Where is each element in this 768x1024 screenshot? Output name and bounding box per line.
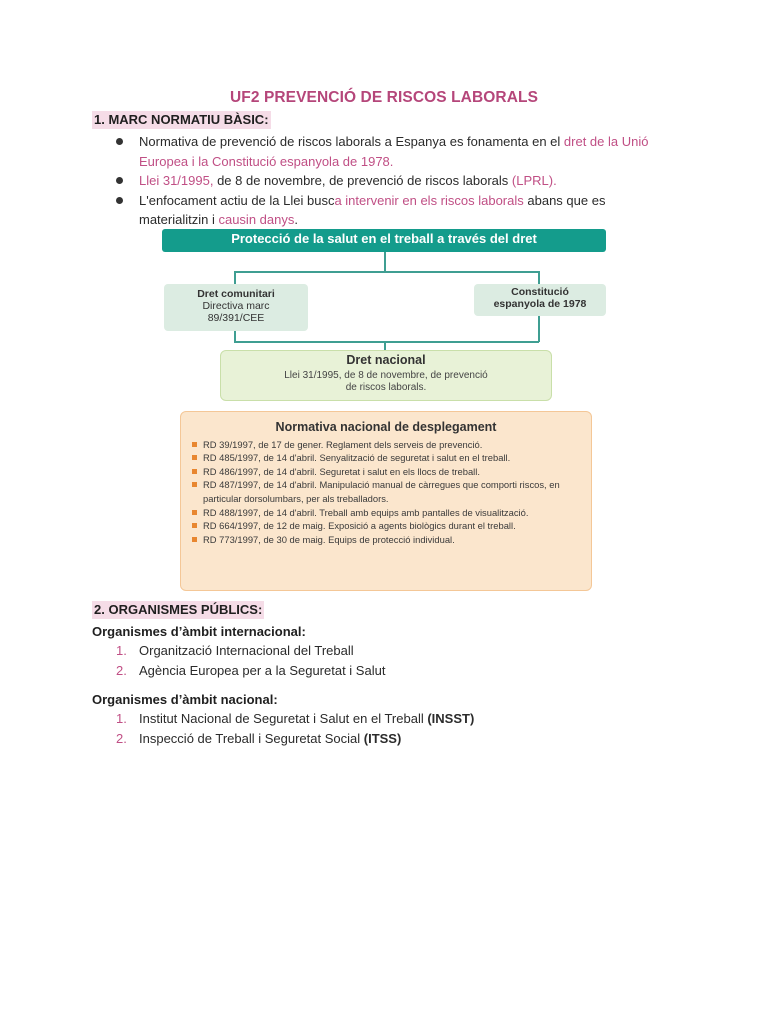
- bullet-item: [116, 132, 656, 171]
- bullet-text: abans que es materialitzin i: [139, 192, 606, 227]
- list-item-acronym: (INSST): [427, 711, 475, 726]
- national-law-title: Dret nacional: [346, 353, 426, 367]
- constitution-box: [474, 284, 606, 316]
- regulation-text: RD 488/1997, de 14 d'abril. Treball amb equips amb pantalles de visualització.: [203, 506, 529, 518]
- regulation-item: [181, 451, 591, 465]
- regulation-text: RD 39/1997, de 17 de gener. Reglament dels serveis de prevenció.: [203, 438, 483, 450]
- regulation-item: [181, 533, 591, 547]
- list-number: 2.: [116, 662, 127, 678]
- list-item-text: Agència Europea per a la Seguretat i Salut: [139, 662, 386, 678]
- square-bullet-icon: [192, 455, 197, 460]
- community-law-box: [164, 284, 308, 331]
- international-bodies-heading: Organismes d’àmbit internacional:: [92, 624, 306, 639]
- list-number: 2.: [116, 730, 127, 746]
- legal-framework-diagram: [162, 229, 608, 591]
- list-item-text: Institut Nacional de Seguretat i Salut en el Treball: [139, 711, 428, 726]
- international-bodies-list: [116, 641, 385, 680]
- regulation-text: RD 487/1997, de 14 d'abril. Manipulació manual de càrregues que comporti riscos, en particular dorsolumbars, per als treballadors.: [203, 479, 560, 504]
- national-bodies-list: [116, 709, 474, 748]
- connector-line: [234, 271, 236, 285]
- bullet-highlight: a intervenir en els riscos laborals: [334, 192, 524, 208]
- square-bullet-icon: [192, 537, 197, 542]
- square-bullet-icon: [192, 510, 197, 515]
- bullet-dot-icon: [116, 177, 123, 184]
- bullet-dot-icon: [116, 197, 123, 204]
- list-number: 1.: [116, 711, 127, 726]
- regulation-text: RD 486/1997, de 14 d'abril. Seguretat i salut en els llocs de treball.: [203, 465, 480, 477]
- bullet-highlight: Llei 31/1995,: [139, 173, 214, 188]
- bullet-dot-icon: [116, 138, 123, 145]
- national-law-line: Llei 31/1995, de 8 de novembre, de prevenció: [284, 370, 488, 381]
- section-heading-marc-normatiu: 1. MARC NORMATIU BÀSIC:: [94, 112, 269, 127]
- regulation-item: [181, 519, 591, 533]
- regulation-item: [181, 465, 591, 479]
- section-heading-organismes: 2. ORGANISMES PÚBLICS:: [94, 602, 263, 617]
- diagram-header: Protecció de la salut en el treball a través del dret: [162, 229, 606, 252]
- regulation-text: RD 773/1997, de 30 de maig. Equips de protecció individual.: [203, 533, 455, 545]
- national-law-line: de riscos laborals.: [345, 382, 427, 393]
- list-item-text: Organització Internacional del Treball: [139, 643, 354, 658]
- square-bullet-icon: [192, 442, 197, 447]
- list-item: [116, 709, 474, 729]
- bullet-highlight: dret de la Unió Europea i la Constitució espanyola de 1978.: [139, 134, 649, 169]
- bullet-item: [116, 171, 656, 191]
- connector-line: [234, 271, 539, 273]
- bullet-text: .: [294, 212, 298, 227]
- national-law-box: [220, 350, 552, 401]
- community-law-title: Dret comunitari: [197, 288, 275, 300]
- list-item: [116, 641, 385, 661]
- connector-line: [538, 313, 540, 342]
- regulation-text: RD 664/1997, de 12 de maig. Exposició a agents biològics durant el treball.: [203, 520, 516, 532]
- regulation-item: [181, 506, 591, 520]
- regulation-text: RD 485/1997, de 14 d'abril. Senyalització de seguretat i salut en el treball.: [203, 452, 511, 464]
- constitution-line: espanyola de 1978: [493, 298, 587, 310]
- connector-line: [384, 252, 386, 272]
- community-law-line: Directiva marc: [202, 300, 270, 312]
- deployment-regulations-box: [180, 411, 592, 591]
- constitution-line: Constitució: [511, 286, 569, 298]
- connector-line: [538, 271, 540, 285]
- list-number: 1.: [116, 643, 127, 658]
- page-title: UF2 PREVENCIÓ DE RISCOS LABORALS: [229, 89, 539, 106]
- bullet-item: [116, 191, 656, 230]
- bullet-list: [116, 132, 656, 230]
- regulation-item: [181, 438, 591, 452]
- square-bullet-icon: [192, 469, 197, 474]
- bullet-text: L'enfocament actiu de la Llei busc: [139, 192, 335, 208]
- regulation-item: [181, 478, 591, 505]
- deployment-title: Normativa nacional de desplegament: [275, 420, 497, 434]
- bullet-highlight: (LPRL).: [511, 173, 557, 188]
- list-item: [116, 729, 474, 749]
- list-item-text: Inspecció de Treball i Seguretat Social: [139, 730, 364, 746]
- bullet-text: Normativa de prevenció de riscos laborals a Espanya es fonamenta en el: [139, 134, 564, 149]
- bullet-highlight: causin danys: [218, 212, 295, 227]
- bullet-text: de 8 de novembre, de prevenció de riscos laborals: [213, 173, 512, 188]
- square-bullet-icon: [192, 523, 197, 528]
- connector-line: [234, 341, 539, 343]
- community-law-line: 89/391/CEE: [207, 312, 265, 324]
- list-item-acronym: (ITSS): [363, 730, 402, 746]
- national-bodies-heading: Organismes d’àmbit nacional:: [92, 692, 278, 707]
- list-item: [116, 661, 385, 681]
- square-bullet-icon: [192, 482, 197, 487]
